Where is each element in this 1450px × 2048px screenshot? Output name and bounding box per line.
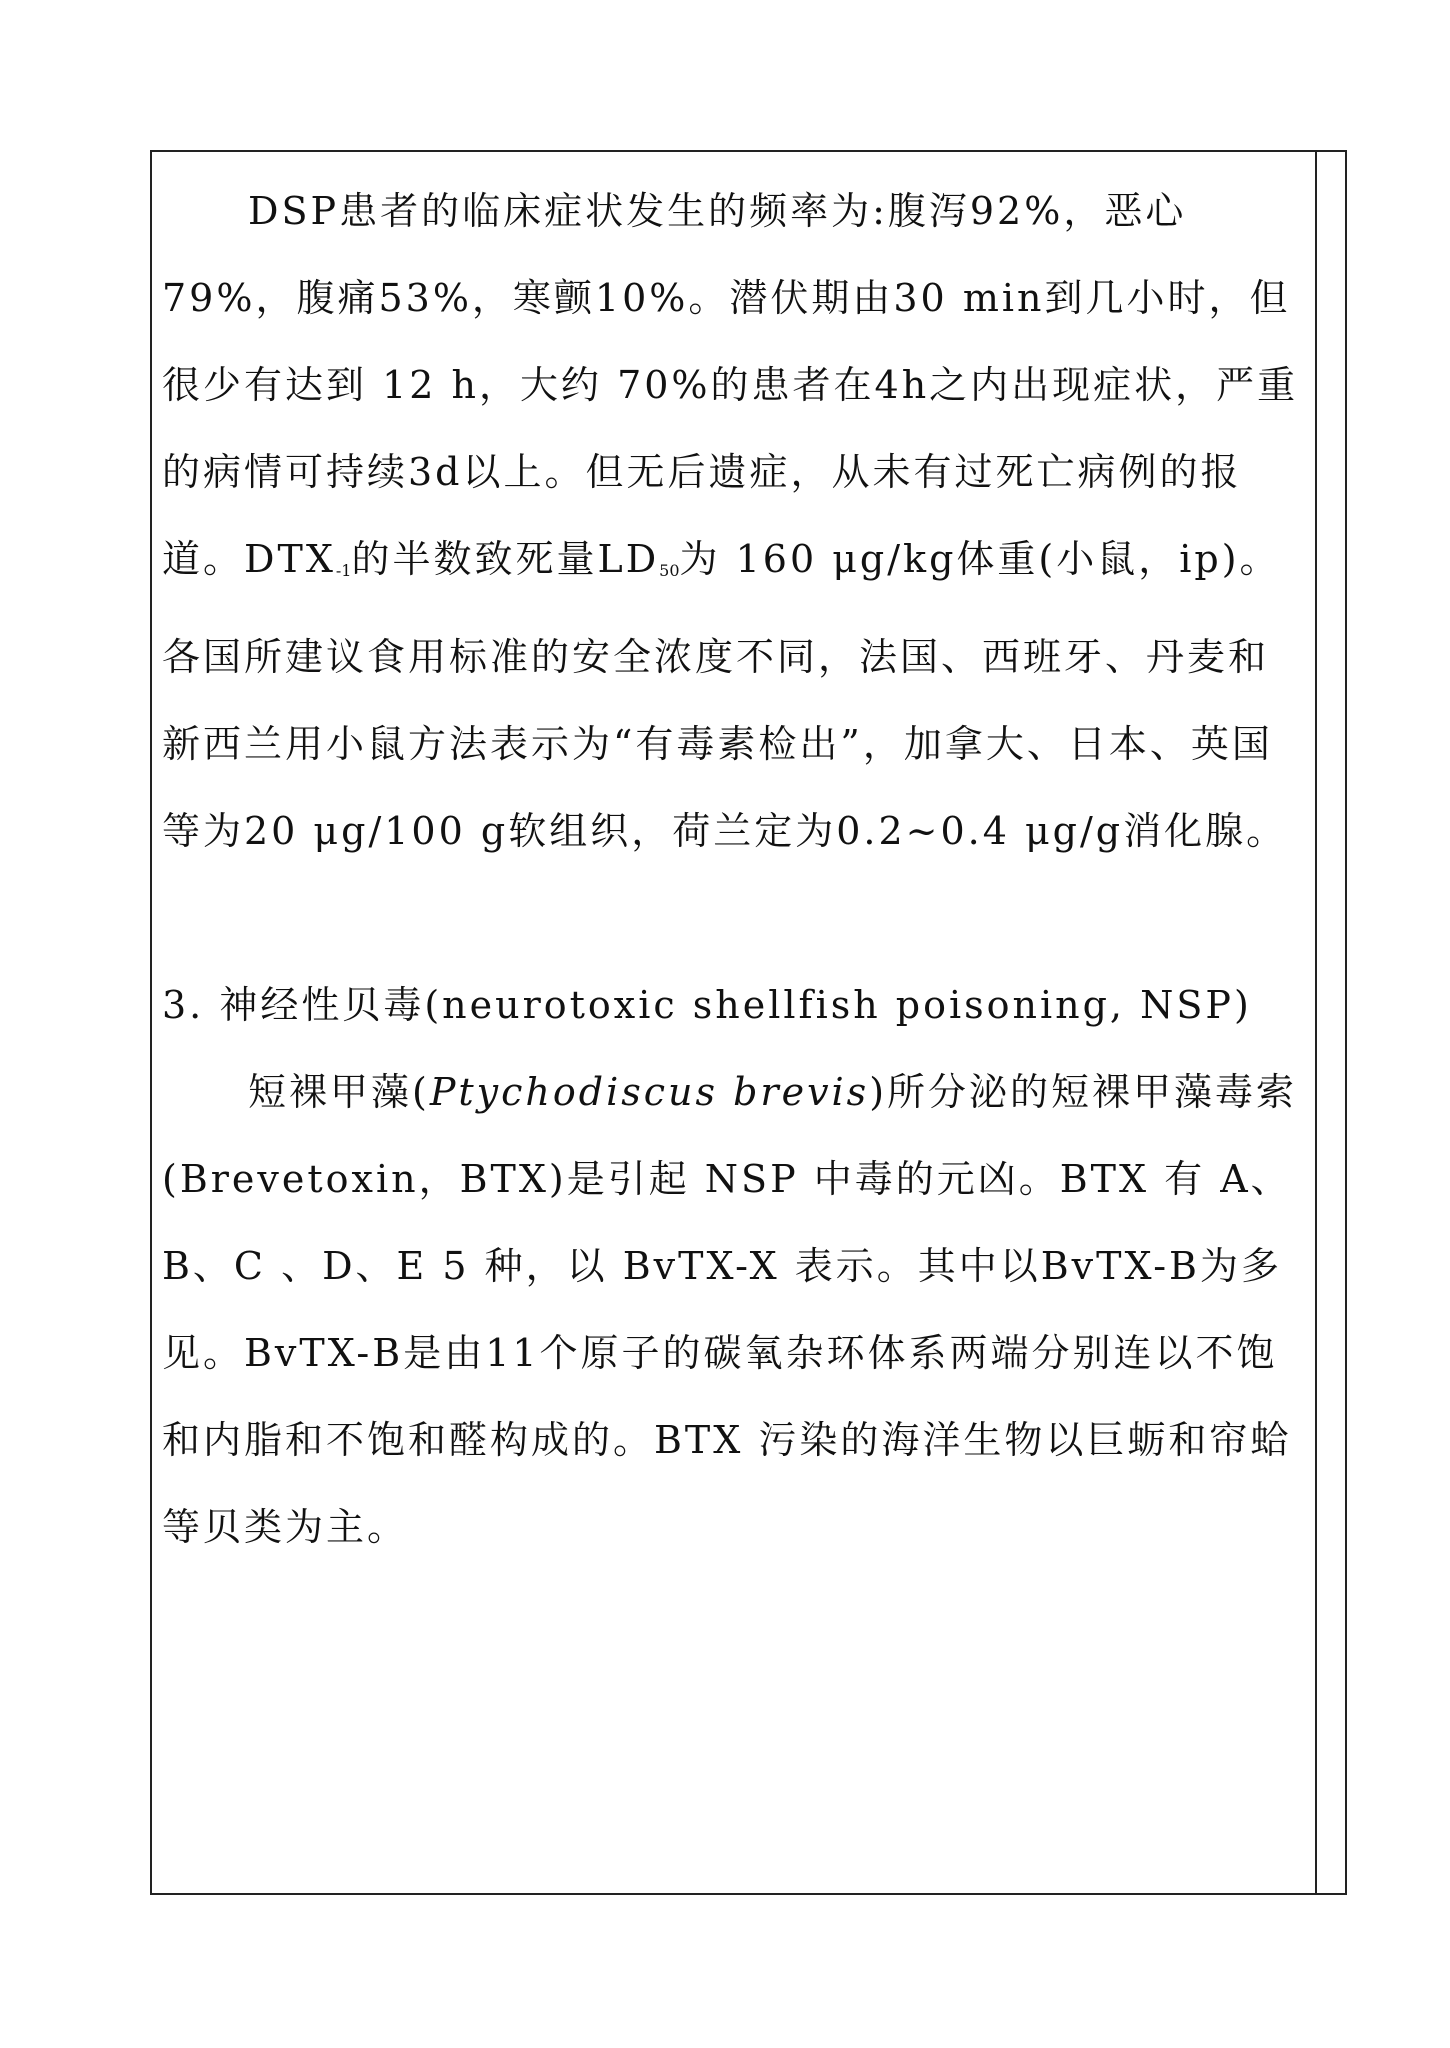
paragraph-gap — [162, 875, 1302, 962]
table-frame — [150, 150, 1347, 1895]
nsp-paragraph-lead: 短裸甲藻( — [248, 1070, 430, 1114]
species-name: Ptychodiscus brevis — [429, 1070, 870, 1114]
dsp-paragraph — [162, 168, 1302, 875]
main-cell — [162, 168, 1302, 1571]
column-divider — [1315, 152, 1317, 1893]
dsp-paragraph-tail: 为 160 μg/kg体重(小鼠，ip)。各国所建议食用标准的安全浓度不同，法国、西班牙、丹麦和新西兰用小鼠方法表示为“有毒素检出”，加拿大、日本、英国等为20 μg/100 g软组织，荷兰定为0.2~0.4 μg/g消化腺。 — [162, 537, 1288, 853]
nsp-paragraph-tail: )所分泌的短裸甲藻毒索(Brevetoxin，BTX)是引起 NSP 中毒的元凶。BTX 有 A、B、C 、D、E 5 种，以 BvTX-X 表示。其中以BvTX-B为多见。BvTX-B是由11个原子的碳氧杂环体系两端分别连以不饱和内脂和不饱和醛构成的。BTX 污染的海洋生物以巨蛎和帘蛤等贝类为主。 — [162, 1070, 1298, 1549]
dsp-paragraph-mid: 的半数致死量LD — [351, 537, 660, 581]
dsp-paragraph-lead: DSP患者的临床症状发生的频率为:腹泻92%，恶心79%，腹痛53%，寒颤10%。潜伏期由30 min到几小时，但很少有达到 12 h，大约 70%的患者在4h之内出现症状，严重的病情可持续3d以上。但无后遗症，从未有过死亡病例的报道。DTX — [162, 189, 1299, 581]
nsp-paragraph — [162, 1049, 1302, 1571]
dtx-subscript: -1 — [335, 561, 352, 580]
section-heading: 3. 神经性贝毒(neurotoxic shellfish poisoning, NSP) — [162, 983, 1252, 1027]
ld-subscript: 50 — [659, 561, 680, 580]
